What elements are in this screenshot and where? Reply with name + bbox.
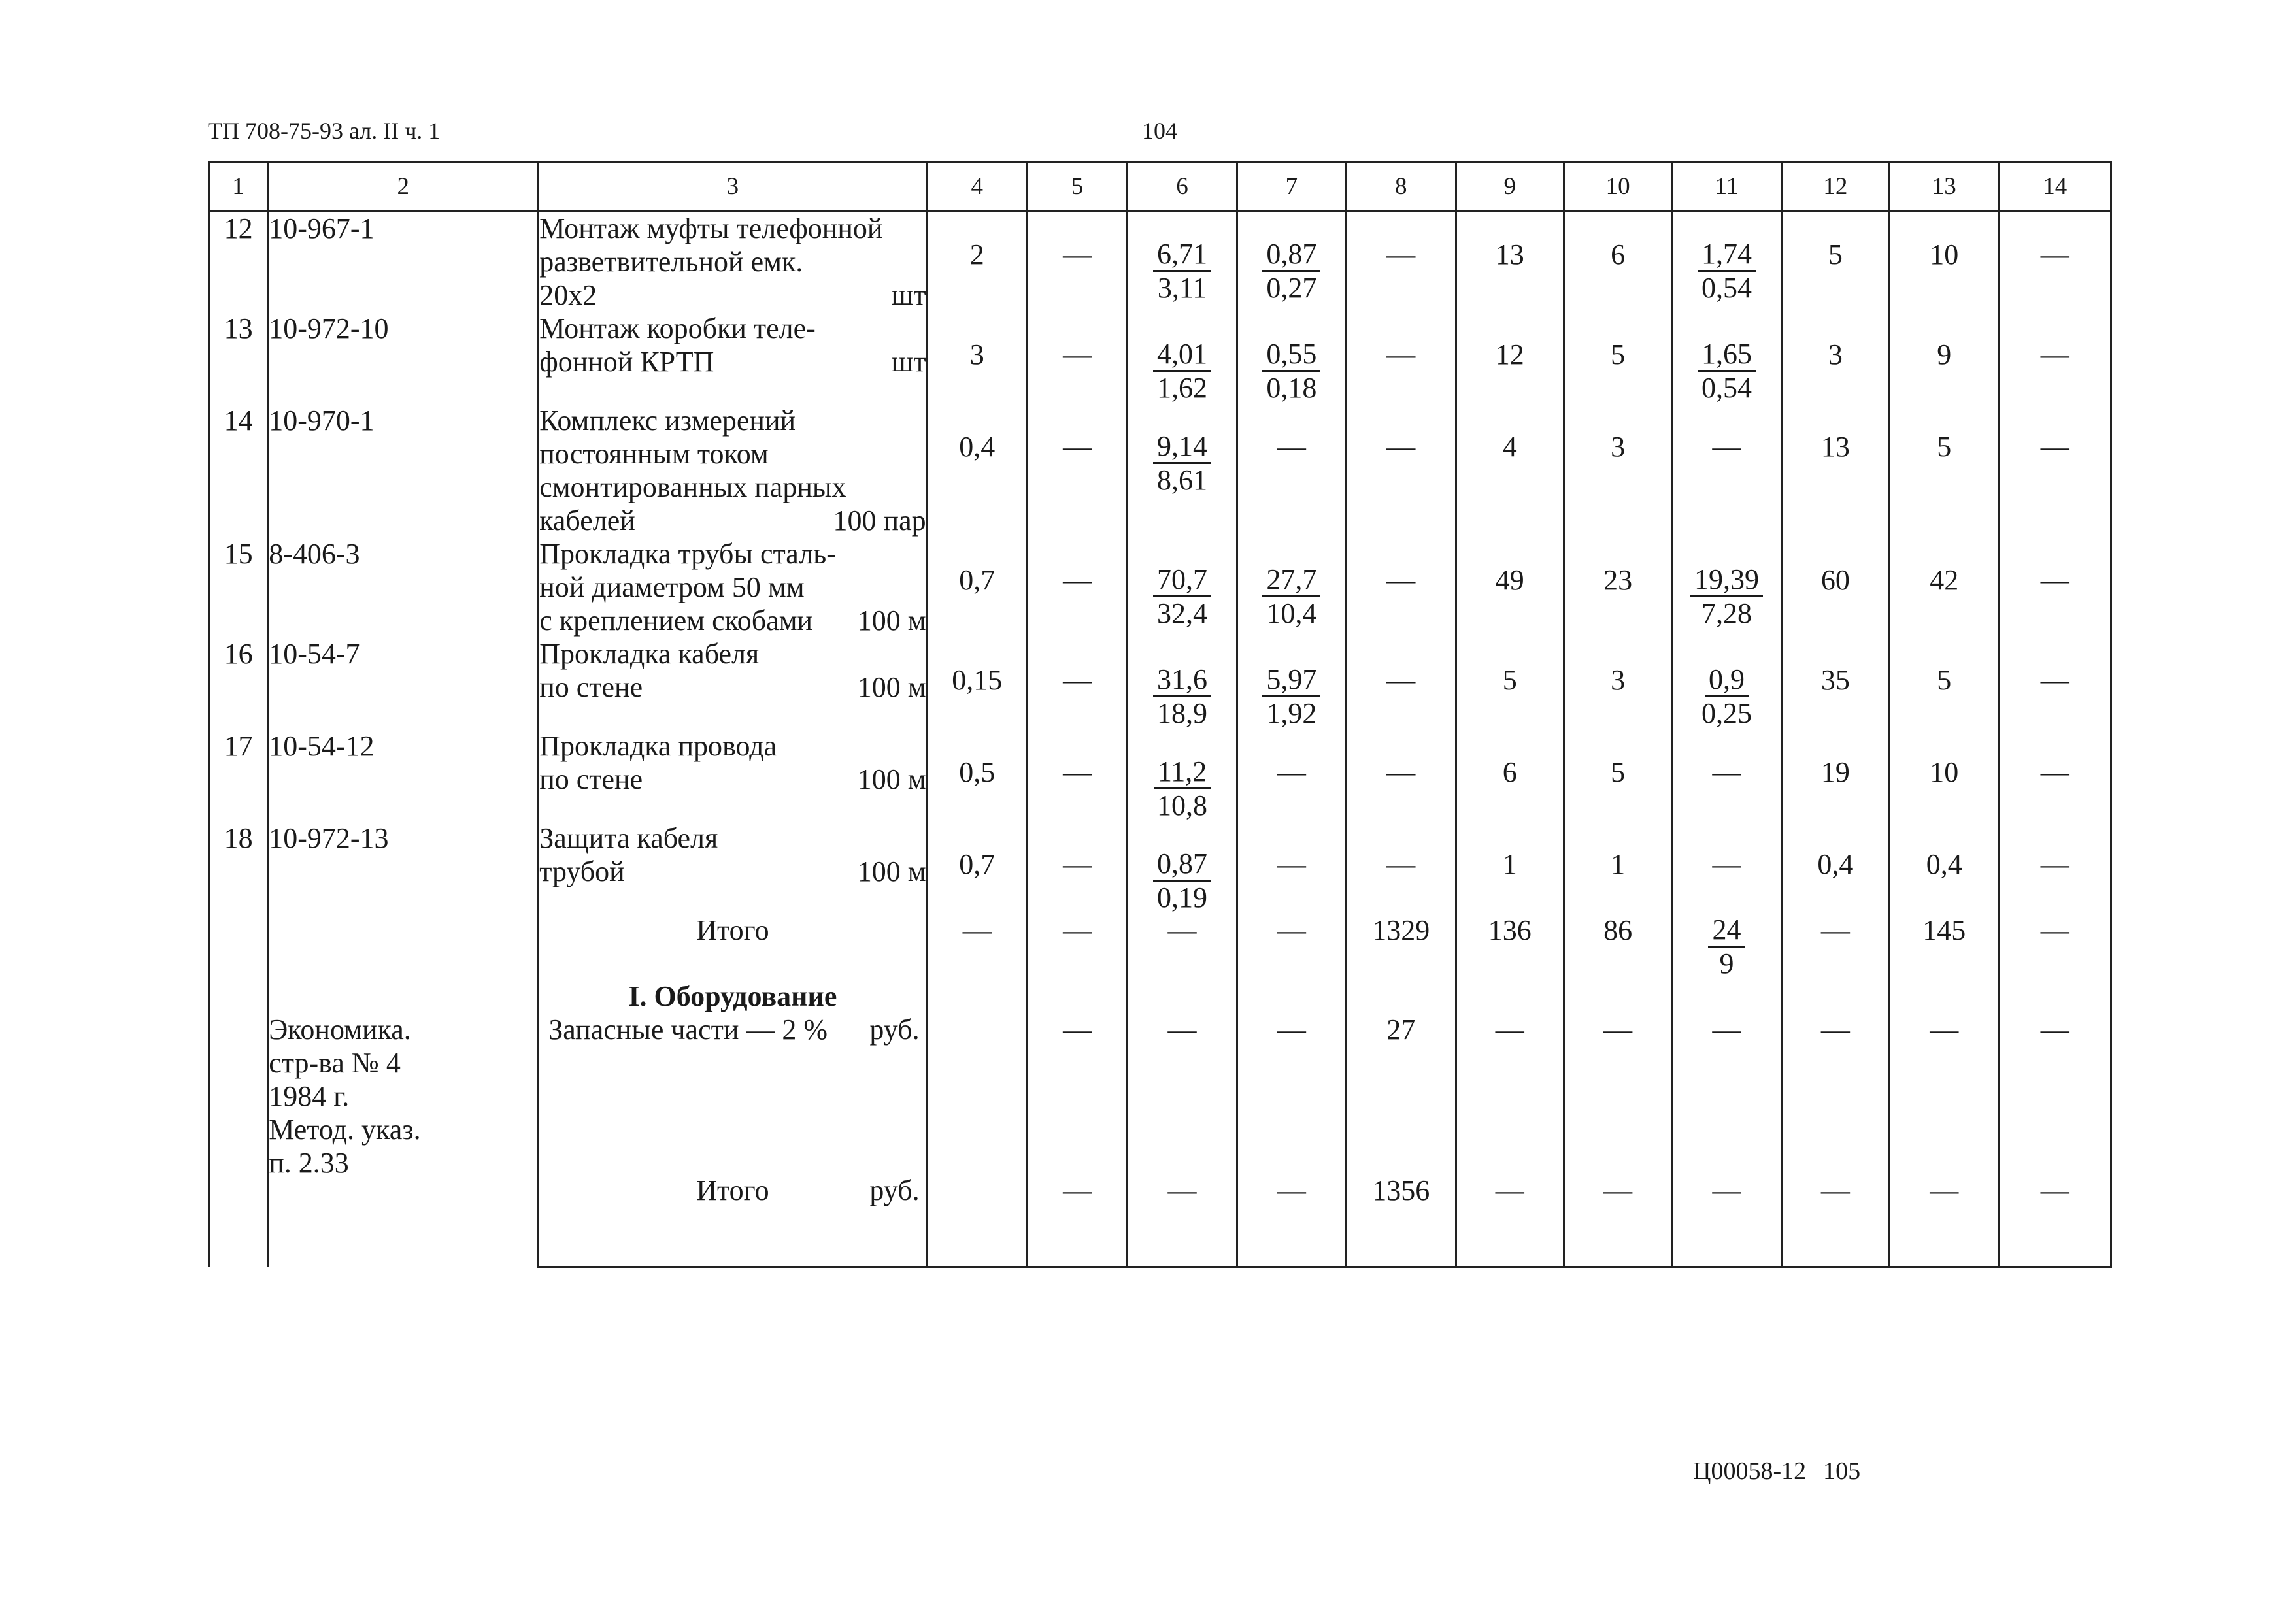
cell-c7 — [1237, 537, 1346, 637]
spare-parts-text: Запасные части — 2 % — [548, 1014, 828, 1046]
cell-c12: 19 — [1781, 729, 1889, 821]
fraction-numerator: 19,39 — [1690, 563, 1763, 597]
cell-c1 — [209, 914, 268, 980]
cell-c11: — — [1672, 821, 1781, 914]
description-line: смонтированных парных — [539, 471, 846, 503]
spare-c11: — — [1672, 1013, 1781, 1162]
cell-c7: — — [1237, 404, 1346, 537]
spare-parts-row — [209, 1013, 2111, 1162]
fraction-denominator: 18,9 — [1157, 697, 1208, 729]
work-description — [539, 537, 927, 637]
table-row — [209, 537, 2111, 637]
cell-c5: — — [1027, 637, 1127, 729]
fraction-numerator: 0,9 — [1705, 663, 1749, 697]
spare-c12: — — [1781, 1013, 1889, 1162]
cell-c7 — [1237, 211, 1346, 312]
fraction-numerator: 0,87 — [1153, 848, 1211, 882]
unit-of-measure: 100 м — [857, 763, 926, 795]
fraction-numerator: 5,97 — [1262, 663, 1320, 697]
spare-c6: — — [1128, 1013, 1237, 1162]
unit-of-measure: 100 пар — [833, 505, 926, 537]
unit-of-measure: руб. — [869, 1014, 920, 1046]
description-text: по стене — [539, 763, 643, 795]
cell-c1 — [209, 1013, 268, 1267]
total-c13: 145 — [1890, 914, 1999, 980]
description-line: постоянным током — [539, 438, 769, 470]
table-row — [209, 637, 2111, 729]
column-number-14: 14 — [1999, 162, 2111, 211]
footer-document-code: Ц00058-12 — [1693, 1457, 1807, 1485]
section-title: I. Оборудование — [539, 980, 927, 1013]
unit-of-measure: 100 м — [857, 671, 926, 703]
work-description — [539, 821, 927, 914]
fraction — [1153, 238, 1211, 304]
fraction-numerator: 24 — [1708, 914, 1745, 948]
cell-c6 — [1128, 980, 1237, 1013]
total-c7: — — [1237, 914, 1346, 980]
total-c6: — — [1128, 914, 1237, 980]
cell-c4: 0,7 — [927, 537, 1027, 637]
norm-code: 10-967-1 — [268, 211, 539, 312]
work-description — [539, 211, 927, 312]
column-number-6: 6 — [1128, 162, 1237, 211]
fraction-numerator: 1,65 — [1698, 338, 1756, 372]
column-number-11: 11 — [1672, 162, 1781, 211]
cell-c14: — — [1999, 729, 2111, 821]
fraction-denominator: 9 — [1719, 948, 1734, 980]
fraction-numerator: 11,2 — [1154, 755, 1211, 789]
cell-c8: — — [1347, 537, 1456, 637]
fraction-denominator: 10,8 — [1157, 789, 1208, 821]
grand-c12: — — [1781, 1162, 1889, 1267]
fraction — [1262, 563, 1320, 629]
cell-c5: — — [1027, 211, 1127, 312]
row-number: 12 — [209, 211, 268, 312]
column-number-12: 12 — [1781, 162, 1889, 211]
cell-c5: — — [1027, 537, 1127, 637]
cell-c6 — [1128, 729, 1237, 821]
cell-c8 — [1347, 980, 1456, 1013]
cell-c4: 0,4 — [927, 404, 1027, 537]
fraction-denominator: 0,25 — [1701, 697, 1752, 729]
cell-c11 — [1672, 980, 1781, 1013]
work-description — [539, 404, 927, 537]
fraction-numerator: 9,14 — [1153, 430, 1211, 464]
total-c12: — — [1781, 914, 1889, 980]
grand-total-text: Итого — [696, 1174, 769, 1206]
cell-c13 — [1890, 980, 1999, 1013]
description-last-line — [539, 671, 926, 704]
cell-c9: 4 — [1456, 404, 1564, 537]
cell-c12: 35 — [1781, 637, 1889, 729]
cell-c13: 5 — [1890, 637, 1999, 729]
cell-c11 — [1672, 637, 1781, 729]
cell-c14: — — [1999, 821, 2111, 914]
reference-line: стр-ва № 4 — [269, 1047, 401, 1079]
row-number: 15 — [209, 537, 268, 637]
cell-c5: — — [1027, 312, 1127, 404]
fraction-numerator: 0,55 — [1262, 338, 1320, 372]
description-text: по стене — [539, 671, 643, 703]
cell-c8: — — [1347, 211, 1456, 312]
table-row — [209, 729, 2111, 821]
fraction-denominator: 3,11 — [1157, 272, 1207, 304]
cell-c7 — [1237, 637, 1346, 729]
section-row — [209, 980, 2111, 1013]
cell-c6 — [1128, 637, 1237, 729]
total-c10: 86 — [1564, 914, 1671, 980]
cell-c10: 5 — [1564, 312, 1671, 404]
table-row — [209, 821, 2111, 914]
cell-c10: 3 — [1564, 404, 1671, 537]
fraction-denominator: 7,28 — [1701, 597, 1752, 629]
spare-parts-label — [539, 1013, 927, 1162]
description-text: с креплением скобами — [539, 605, 813, 637]
page-number: 104 — [1142, 118, 1177, 144]
cell-c8: — — [1347, 404, 1456, 537]
description-line: Монтаж муфты телефонной — [539, 212, 883, 244]
cell-c10 — [1564, 980, 1671, 1013]
cell-c5: — — [1027, 729, 1127, 821]
cell-c13: 42 — [1890, 537, 1999, 637]
row-number: 18 — [209, 821, 268, 914]
grand-c6: — — [1128, 1162, 1237, 1267]
fraction — [1153, 338, 1211, 404]
fraction — [1698, 663, 1756, 729]
cell-c4: 0,15 — [927, 637, 1027, 729]
spare-c4 — [927, 1013, 1027, 1162]
cell-c9 — [1456, 980, 1564, 1013]
table-row — [209, 211, 2111, 312]
norm-code: 10-54-7 — [268, 637, 539, 729]
description-line: ной диаметром 50 мм — [539, 571, 805, 603]
fraction — [1698, 238, 1756, 304]
cell-c13: 5 — [1890, 404, 1999, 537]
reference-line: п. 2.33 — [269, 1147, 349, 1179]
fraction — [1153, 663, 1211, 729]
description-last-line — [539, 855, 926, 888]
fraction — [1262, 338, 1320, 404]
grand-c7: — — [1237, 1162, 1346, 1267]
norm-code: 8-406-3 — [268, 537, 539, 637]
description-text: кабелей — [539, 505, 635, 537]
work-description — [539, 637, 927, 729]
spare-c8: 27 — [1347, 1013, 1456, 1162]
cell-c12 — [1781, 980, 1889, 1013]
fraction-numerator: 4,01 — [1153, 338, 1211, 372]
estimate-table — [208, 161, 2112, 1268]
total-c11 — [1672, 914, 1781, 980]
description-last-line — [539, 345, 926, 378]
fraction-denominator: 10,4 — [1266, 597, 1317, 629]
grand-total-line — [539, 1174, 919, 1207]
cell-c4 — [927, 980, 1027, 1013]
cell-c12: 13 — [1781, 404, 1889, 537]
fraction — [1153, 848, 1211, 914]
cell-c4: 0,7 — [927, 821, 1027, 914]
total-row — [209, 914, 2111, 980]
cell-c14: — — [1999, 312, 2111, 404]
cell-c6 — [1128, 211, 1237, 312]
grand-c9: — — [1456, 1162, 1564, 1267]
cell-c14: — — [1999, 537, 2111, 637]
spare-c14: — — [1999, 1013, 2111, 1162]
cell-c4: 3 — [927, 312, 1027, 404]
grand-c11: — — [1672, 1162, 1781, 1267]
column-number-2: 2 — [268, 162, 539, 211]
spare-c10: — — [1564, 1013, 1671, 1162]
fraction — [1690, 563, 1763, 629]
description-last-line — [539, 763, 926, 796]
unit-of-measure: руб. — [869, 1174, 920, 1206]
description-line: Прокладка трубы сталь- — [539, 538, 836, 570]
fraction-numerator: 27,7 — [1262, 563, 1320, 597]
cell-c8: — — [1347, 729, 1456, 821]
table-row — [209, 404, 2111, 537]
cell-c4: 0,5 — [927, 729, 1027, 821]
cell-c14 — [1999, 980, 2111, 1013]
spare-parts-line — [548, 1013, 919, 1046]
cell-c6 — [1128, 312, 1237, 404]
grand-c10: — — [1564, 1162, 1671, 1267]
fraction — [1708, 914, 1745, 980]
norm-code: 10-972-10 — [268, 312, 539, 404]
fraction-numerator: 70,7 — [1153, 563, 1211, 597]
description-last-line — [539, 504, 926, 537]
column-number-7: 7 — [1237, 162, 1346, 211]
cell-c5: — — [1027, 821, 1127, 914]
cell-c9: 49 — [1456, 537, 1564, 637]
column-number-1: 1 — [209, 162, 268, 211]
description-text: трубой — [539, 855, 625, 887]
cell-c2 — [268, 980, 539, 1013]
fraction — [1262, 663, 1320, 729]
unit-of-measure: шт — [891, 279, 926, 311]
description-line: Монтаж коробки теле- — [539, 312, 816, 344]
spare-c9: — — [1456, 1013, 1564, 1162]
cell-c12: 3 — [1781, 312, 1889, 404]
row-number: 13 — [209, 312, 268, 404]
row-number: 16 — [209, 637, 268, 729]
cell-c9: 12 — [1456, 312, 1564, 404]
document-code: ТП 708-75-93 ал. II ч. 1 — [208, 118, 441, 144]
column-number-8: 8 — [1347, 162, 1456, 211]
fraction-denominator: 0,18 — [1266, 372, 1317, 404]
fraction — [1698, 338, 1756, 404]
total-c9: 136 — [1456, 914, 1564, 980]
cell-c14: — — [1999, 637, 2111, 729]
grand-total-label — [539, 1162, 927, 1267]
fraction — [1153, 430, 1211, 496]
description-last-line — [539, 278, 926, 312]
reference-line: Экономика. — [269, 1014, 411, 1046]
fraction-denominator: 32,4 — [1157, 597, 1208, 629]
cell-c11 — [1672, 537, 1781, 637]
fraction-denominator: 1,62 — [1157, 372, 1208, 404]
cell-c7: — — [1237, 729, 1346, 821]
grand-c5: — — [1027, 1162, 1127, 1267]
cell-c9: 1 — [1456, 821, 1564, 914]
total-c4: — — [927, 914, 1027, 980]
fraction — [1262, 238, 1320, 304]
column-number-row — [209, 162, 2111, 211]
description-line: разветвительной емк. — [539, 246, 803, 278]
total-label: Итого — [539, 914, 927, 980]
unit-of-measure: 100 м — [857, 605, 926, 637]
grand-c4 — [927, 1162, 1027, 1267]
fraction-denominator: 0,54 — [1701, 372, 1752, 404]
cell-c10: 5 — [1564, 729, 1671, 821]
cell-c13: 10 — [1890, 211, 1999, 312]
cell-c11 — [1672, 211, 1781, 312]
cell-c11: — — [1672, 404, 1781, 537]
cell-c10: 1 — [1564, 821, 1671, 914]
work-description — [539, 729, 927, 821]
spare-c13: — — [1890, 1013, 1999, 1162]
fraction-denominator: 8,61 — [1157, 464, 1208, 496]
norm-code: 10-970-1 — [268, 404, 539, 537]
work-description — [539, 312, 927, 404]
norm-code: 10-54-12 — [268, 729, 539, 821]
cell-c14: — — [1999, 211, 2111, 312]
cell-c8: — — [1347, 312, 1456, 404]
total-c14: — — [1999, 914, 2111, 980]
spare-c5: — — [1027, 1013, 1127, 1162]
cell-c12: 60 — [1781, 537, 1889, 637]
cell-c8: — — [1347, 637, 1456, 729]
reference-line: 1984 г. — [269, 1080, 350, 1112]
cell-c9: 5 — [1456, 637, 1564, 729]
total-c5: — — [1027, 914, 1127, 980]
norm-code: 10-972-13 — [268, 821, 539, 914]
unit-of-measure: 100 м — [857, 855, 926, 887]
cell-c14: — — [1999, 404, 2111, 537]
grand-c14: — — [1999, 1162, 2111, 1267]
cell-c8: — — [1347, 821, 1456, 914]
cell-c10: 6 — [1564, 211, 1671, 312]
cell-c5 — [1027, 980, 1127, 1013]
cell-c11: — — [1672, 729, 1781, 821]
unit-of-measure: шт — [891, 346, 926, 378]
cell-c13: 0,4 — [1890, 821, 1999, 914]
cell-c7 — [1237, 312, 1346, 404]
cell-c9: 6 — [1456, 729, 1564, 821]
cell-c7: — — [1237, 821, 1346, 914]
description-text: фонной КРТП — [539, 346, 714, 378]
cell-c12: 5 — [1781, 211, 1889, 312]
fraction-denominator: 0,54 — [1701, 272, 1752, 304]
fraction-numerator: 0,87 — [1262, 238, 1320, 272]
cell-c9: 13 — [1456, 211, 1564, 312]
cell-c2 — [268, 914, 539, 980]
fraction — [1153, 755, 1211, 821]
fraction-numerator: 1,74 — [1698, 238, 1756, 272]
cell-c6 — [1128, 537, 1237, 637]
fraction-denominator: 1,92 — [1266, 697, 1317, 729]
description-text: 20х2 — [539, 279, 597, 311]
spare-c7: — — [1237, 1013, 1346, 1162]
column-number-5: 5 — [1027, 162, 1127, 211]
column-number-10: 10 — [1564, 162, 1671, 211]
fraction-denominator: 0,19 — [1157, 882, 1208, 914]
reference-source — [268, 1013, 539, 1267]
cell-c13: 9 — [1890, 312, 1999, 404]
cell-c12: 0,4 — [1781, 821, 1889, 914]
cell-c4: 2 — [927, 211, 1027, 312]
column-number-4: 4 — [927, 162, 1027, 211]
cell-c7 — [1237, 980, 1346, 1013]
row-number: 14 — [209, 404, 268, 537]
fraction-denominator: 0,27 — [1266, 272, 1317, 304]
fraction-numerator: 6,71 — [1153, 238, 1211, 272]
cell-c6 — [1128, 821, 1237, 914]
reference-line: Метод. указ. — [269, 1114, 421, 1146]
fraction-numerator: 31,6 — [1153, 663, 1211, 697]
column-number-3: 3 — [539, 162, 927, 211]
description-line: Защита кабеля — [539, 822, 718, 854]
cell-c5: — — [1027, 404, 1127, 537]
description-line: Прокладка кабеля — [539, 638, 760, 670]
cell-c10: 3 — [1564, 637, 1671, 729]
column-number-13: 13 — [1890, 162, 1999, 211]
description-line: Комплекс измерений — [539, 405, 796, 437]
row-number: 17 — [209, 729, 268, 821]
cell-c11 — [1672, 312, 1781, 404]
cell-c13: 10 — [1890, 729, 1999, 821]
column-number-9: 9 — [1456, 162, 1564, 211]
grand-c8: 1356 — [1347, 1162, 1456, 1267]
cell-c6 — [1128, 404, 1237, 537]
fraction — [1153, 563, 1211, 629]
cell-c10: 23 — [1564, 537, 1671, 637]
grand-c13: — — [1890, 1162, 1999, 1267]
description-line: Прокладка провода — [539, 730, 777, 762]
description-last-line — [539, 604, 926, 637]
footer-page-number: 105 — [1823, 1457, 1861, 1485]
total-c8: 1329 — [1347, 914, 1456, 980]
cell-c1 — [209, 980, 268, 1013]
table-row — [209, 312, 2111, 404]
footer — [1693, 1459, 1860, 1483]
